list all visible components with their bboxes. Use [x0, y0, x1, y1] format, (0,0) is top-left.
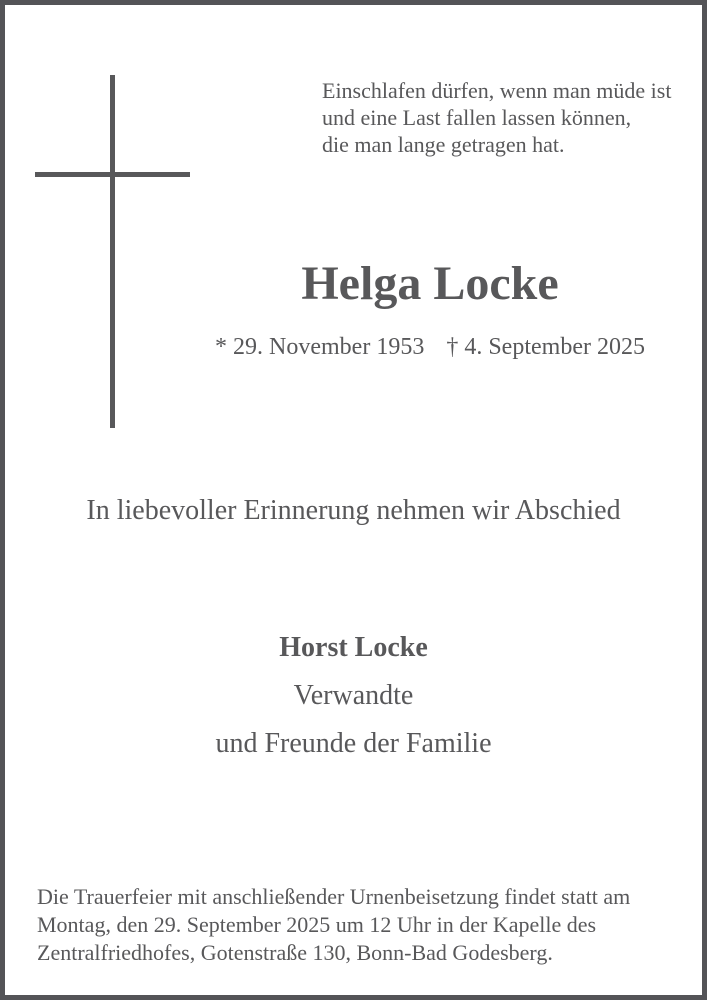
funeral-notice-line-1: Die Trauerfeier mit anschließender Urnenbeisetzung findet statt am — [37, 884, 631, 909]
deceased-name: Helga Locke — [301, 257, 559, 310]
funeral-notice — [37, 883, 677, 967]
life-dates — [153, 334, 707, 361]
epigraph-line-3: die man lange getragen hat. — [322, 132, 565, 157]
death-date: † 4. September 2025 — [446, 334, 645, 360]
mourners-list — [5, 624, 702, 768]
cross-vertical-bar — [110, 75, 115, 428]
epigraph-verse — [322, 77, 671, 158]
funeral-notice-line-2: Montag, den 29. September 2025 um 12 Uhr in der Kapelle des — [37, 912, 597, 937]
mourner-primary: Horst Locke — [279, 632, 428, 663]
epigraph-line-2: und eine Last fallen lassen können, — [322, 105, 632, 130]
mourner-friends: und Freunde der Familie — [215, 728, 492, 759]
epigraph-line-1: Einschlafen dürfen, wenn man müde ist — [322, 78, 672, 103]
farewell-line: In liebevoller Erinnerung nehmen wir Abschied — [86, 495, 621, 526]
cross-horizontal-bar — [35, 172, 190, 177]
funeral-notice-line-3: Zentralfriedhofes, Gotenstraße 130, Bonn-Bad Godesberg. — [37, 940, 553, 965]
mourner-relatives: Verwandte — [293, 680, 414, 711]
birth-date: * 29. November 1953 — [215, 334, 425, 360]
